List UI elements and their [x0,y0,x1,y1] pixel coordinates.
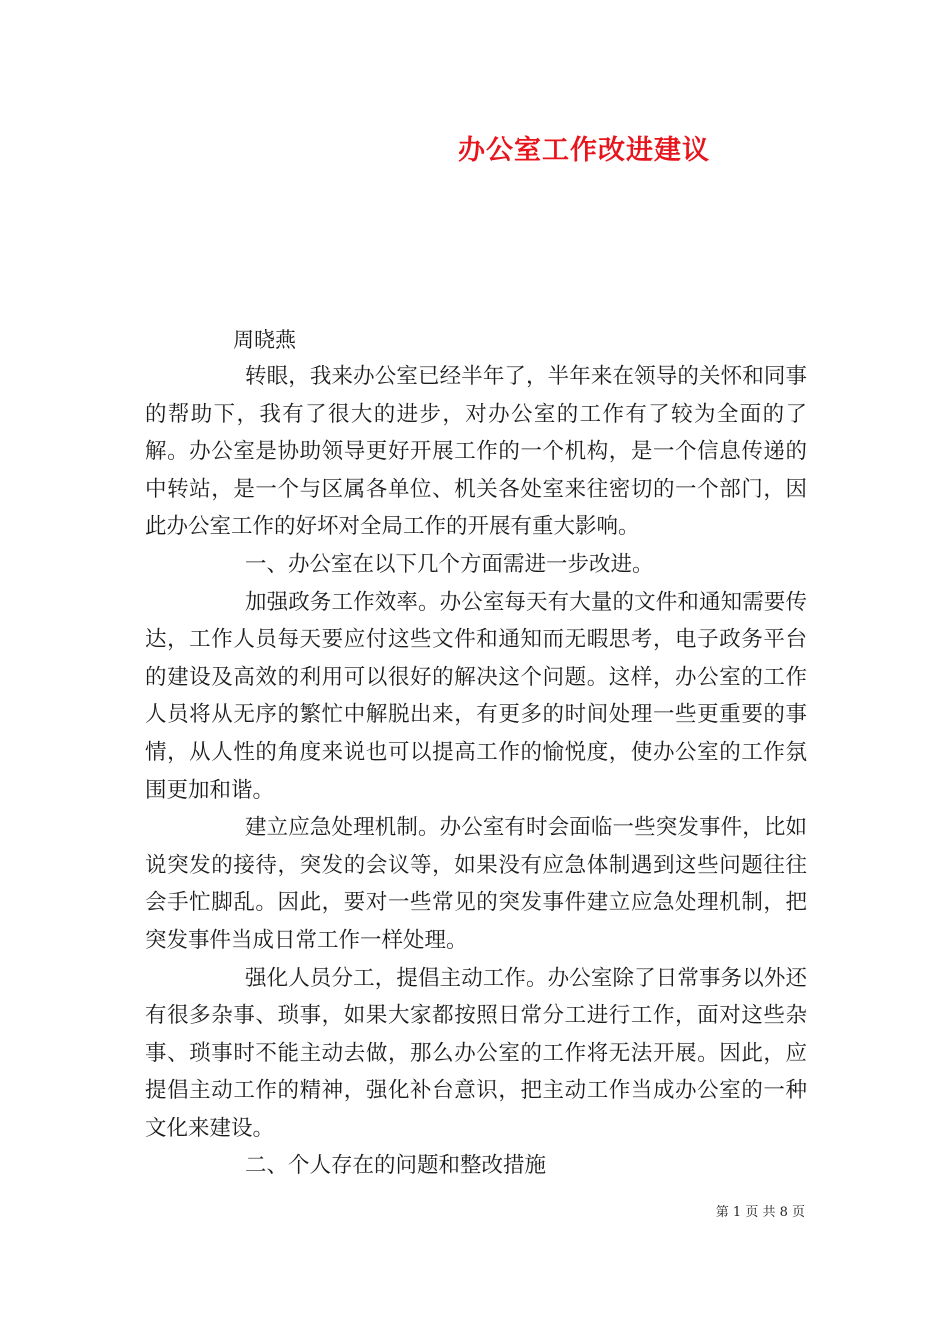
paragraph-division: 强化人员分工，提倡主动工作。办公室除了日常事务以外还有很多杂事、琐事，如果大家都按照日常分工进行工作，面对这些杂事、琐事时不能主动去做，那么办公室的工作将无法开展。因此，应提倡主动工作的精神，强化补台意识，把主动工作当成办公室的一种文化来建设。 [145,965,807,1141]
author-name: 周晓燕 [233,328,296,352]
section-heading-2: 二、个人存在的问题和整改措施 [245,1153,547,1179]
paragraph-emergency: 建立应急处理机制。办公室有时会面临一些突发事件，比如说突发的接待，突发的会议等，如果没有应急体制遇到这些问题往往会手忙脚乱。因此，要对一些常见的突发事件建立应急处理机制，把突发事件当成日常工作一样处理。 [145,815,807,953]
title-area [0,0,950,200]
document-title: 办公室工作改进建议 [458,135,710,166]
paragraph-intro: 转眼，我来办公室已经半年了，半年来在领导的关怀和同事的帮助下，我有了很大的进步，对办公室的工作有了较为全面的了解。办公室是协助领导更好开展工作的一个机构，是一个信息传递的中转站，是一个与区属各单位、机关各处室来往密切的一个部门，因此办公室工作的好坏对全局工作的开展有重大影响。 [145,364,807,540]
section-heading-1: 一、办公室在以下几个方面需进一步改进。 [245,551,654,577]
paragraph-efficiency: 加强政务工作效率。办公室每天有大量的文件和通知需要传达，工作人员每天要应付这些文件和通知而无暇思考，电子政务平台的建设及高效的利用可以很好的解决这个问题。这样，办公室的工作人员将从无序的繁忙中解脱出来，有更多的时间处理一些更重要的事情，从人性的角度来说也可以提高工作的愉悦度，使办公室的工作氛围更加和谐。 [145,589,807,803]
page-number: 第 1 页 共 8 页 [715,1205,805,1220]
document-body [145,358,807,1185]
